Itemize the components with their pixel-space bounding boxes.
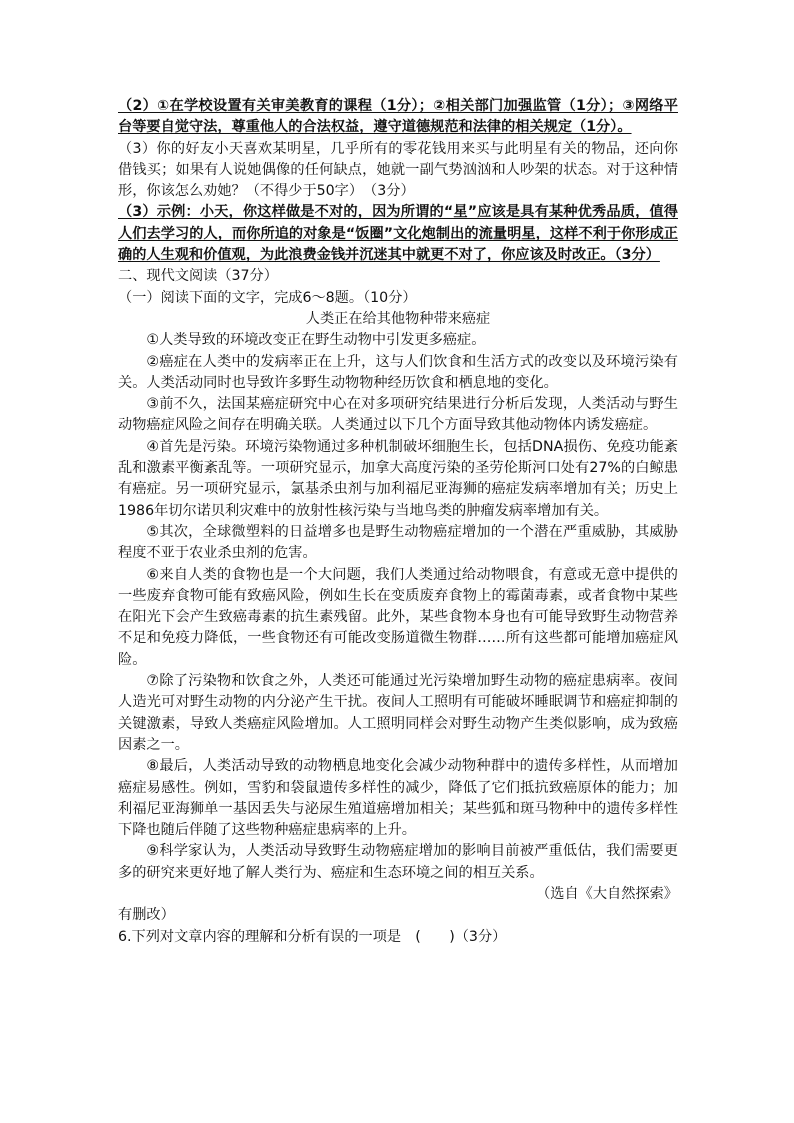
source-line-end: 有删改）: [118, 907, 175, 924]
paragraph-1: ①人类导致的环境改变正在野生动物中引发更多癌症。: [146, 332, 486, 349]
question-3: （3）你的好友小天喜欢某明星，几乎所有的零花钱用来买与此明星有关的物品，还向你借钱买；如果有人说她偶像的任何缺点，她就一副气势汹汹和人吵架的状态。对于这种情形，你该怎么劝她？（不得少于50字） （3分）: [118, 140, 678, 200]
paragraph-3: ③前不久，法国某癌症研究中心在对多项研究结果进行分析后发现，人类活动与野生动物癌症风险之间存在明确关联。人类通过以下几个方面导致其他动物体内诱发癌症。: [118, 396, 678, 434]
article-title: 人类正在给其他物种带来癌症: [305, 310, 491, 327]
paragraph-9: ⑨科学家认为，人类活动导致野生动物癌症增加的影响目前被严重低估，我们需要更多的研究来更好地了解人类行为、癌症和生态环境之间的相互关系。: [118, 843, 678, 881]
paragraph-4: ④首先是污染。环境污染物通过多种机制破坏细胞生长，包括DNA损伤、免疫功能紊乱和激素平衡紊乱等。一项研究显示，加拿大高度污染的圣劳伦斯河口处有27%的白鲸患有癌症。另一项研究显示，氯基杀虫剂与加利福尼亚海狮的癌症发病率增加有关；历史上1986年切尔诺贝利灾难中的放射性核污染与当地鸟类的肿瘤发病率增加有关。: [118, 438, 678, 519]
question-6: 6.下列对文章内容的理解和分析有误的一项是 ( )（3分）: [118, 928, 507, 945]
document-page: [118, 96, 678, 948]
answer-3: （3）示例：小天，你这样做是不对的，因为所谓的“星”应该是具有某种优秀品质，值得人们去学习的人，而你所追的对象是“饭圈”文化炮制出的流量明星，这样不利于你形成正确的人生观和价值观，为此浪费金钱并沉迷其中就更不对了，你应该及时改正。（3分）: [118, 204, 678, 264]
paragraph-6: ⑥来自人类的食物也是一个大问题，我们人类通过给动物喂食，有意或无意中提供的一些废弃食物可能有致癌风险，例如生长在变质废弃食物上的霉菌毒素，或者食物中某些在阳光下会产生致癌毒素的抗生素残留。此外，某些食物本身也有可能导致野生动物营养不足和免疫力降低，一些食物还有可能改变肠道微生物群……所有这些都可能增加癌症风险。: [118, 566, 678, 668]
sub-title: （一）阅读下面的文字，完成6～8题。（10分）: [118, 289, 417, 306]
paragraph-5: ⑤其次，全球微塑料的日益增多也是野生动物癌症增加的一个潜在严重威胁，其威胁程度不亚于农业杀虫剂的危害。: [118, 523, 678, 562]
paragraph-7: ⑦除了污染物和饮食之外，人类还可能通过光污染增加野生动物的癌症患病率。夜间人造光可对野生动物的内分泌产生干扰。夜间人工照明有可能破坏睡眠调节和癌症抑制的关键激素，导致人类癌症风险增加。人工照明同样会对野生动物产生类似影响，成为致癌因素之一。: [118, 673, 678, 753]
paragraph-2: ②癌症在人类中的发病率正在上升，这与人们饮食和生活方式的改变以及环境污染有关。人类活动同时也导致许多野生动物物种经历饮食和栖息地的变化。: [118, 353, 678, 391]
answer-2: （2）①在学校设置有关审美教育的课程（1分）；②相关部门加强监管（1分）；③网络平台等要自觉守法，尊重他人的合法权益，遵守道德规范和法律的相关规定（1分）。: [118, 98, 678, 136]
paragraph-8: ⑧最后，人类活动导致的动物栖息地变化会减少动物种群中的遗传多样性，从而增加癌症易感性。例如，雪豹和袋鼠遗传多样性的减少，降低了它们抵抗致癌原体的能力；加利福尼亚海狮单一基因丢失与泌尿生殖道癌增加相关；某些狐和斑马物种中的遗传多样性下降也随后伴随了这些物种癌症患病率的上升。: [118, 758, 678, 839]
source-line: （选自《大自然探索》: [536, 885, 678, 902]
section-title: 二、现代文阅读（37分）: [118, 268, 278, 285]
